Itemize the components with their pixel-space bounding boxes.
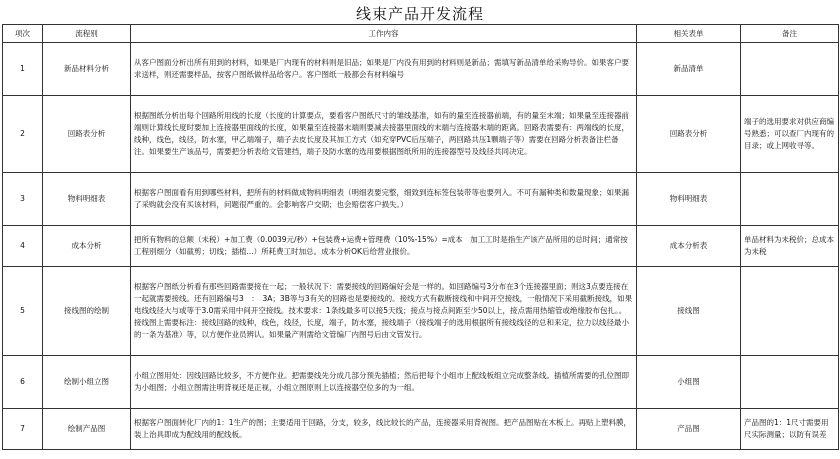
row-content: 小组立图用处：因线回路比较多，不方便作业。把需要线先分成几部分预先插植；然后把每个小组市上配线板组立完成整条线。插植所需要的孔位图即为小组图；小组立图需注明背视还是正视，小组立图原则上以连接器空位多的为一组。 bbox=[131, 356, 637, 409]
row-flow: 回路表分析 bbox=[43, 96, 131, 173]
table-row bbox=[3, 356, 839, 409]
row-form: 成本分析表 bbox=[637, 226, 741, 267]
table-row bbox=[3, 43, 839, 96]
row-content: 从客户图面分析出所有用到的材料，如果是厂内现有的材料则是旧品；如果是厂内没有用到的材料则是新品；需填写新品清单给采购导价。如果客户要求送样，则还需要样品，按客户图纸做样品给客户。客户图纸一般都会有材料编号 bbox=[131, 43, 637, 96]
row-flow: 绘制小组立图 bbox=[43, 356, 131, 409]
table-row bbox=[3, 409, 839, 450]
row-flow: 新品材料分析 bbox=[43, 43, 131, 96]
header-form: 相关表单 bbox=[637, 25, 741, 43]
row-flow: 绘制产品图 bbox=[43, 409, 131, 450]
row-note: 端子的选用要求对供应商编号熟悉；可以查厂内现有的目录；或上网收寻等。 bbox=[741, 96, 839, 173]
row-note: 产品图的1：1尺寸需要用尺实际测量；以防有误差 bbox=[741, 409, 839, 450]
row-note bbox=[741, 267, 839, 356]
table-row bbox=[3, 96, 839, 173]
row-form: 回路表分析 bbox=[637, 96, 741, 173]
row-form: 小组图 bbox=[637, 356, 741, 409]
process-table bbox=[2, 24, 839, 450]
header-item-no: 项次 bbox=[3, 25, 43, 43]
row-form: 新品清单 bbox=[637, 43, 741, 96]
table-row bbox=[3, 267, 839, 356]
row-no: 2 bbox=[3, 96, 43, 173]
table-row bbox=[3, 226, 839, 267]
header-content: 工作内容 bbox=[131, 25, 637, 43]
row-form: 接线图 bbox=[637, 267, 741, 356]
row-note: 单品材料为未税价；总成本为未税 bbox=[741, 226, 839, 267]
page-title: 线束产品开发流程 bbox=[355, 5, 484, 23]
row-content: 根据客户图纸分析看有那些回路需要接在一起；一般状况下：需要接线的回路编好会是一样的。如回路编号3分布在3个连接器里面；则这3点要连接在一起就需要接线。还有回路编号3 ： 3A；3B等与3有关的回路也是要接线的。接线方式有截断接线和中间开空接线，一般情况下采用截断接线，如果电线线径大与或等于3.0需采用中间开空接线。技术要求：1条线最多可以接5天线；接点与接点间距至少50以上，接点需用热缩管或绝缘胶布包扎。。接线图上需要标注：接线回路的线种，线色，线径，长度，端子，防水塞，接线端子（接线端子的选用根据所有接线线径的总和来定，拉力以线径最小的一条为基准）等，以方便作业员辨认。如果量产则需给文管编厂内图号后由文管发行。 bbox=[131, 267, 637, 356]
row-note bbox=[741, 173, 839, 226]
row-form: 物料明细表 bbox=[637, 173, 741, 226]
header-note: 备注 bbox=[741, 25, 839, 43]
row-no: 1 bbox=[3, 43, 43, 96]
row-no: 4 bbox=[3, 226, 43, 267]
row-no: 5 bbox=[3, 267, 43, 356]
row-note bbox=[741, 356, 839, 409]
row-content: 根据客户图面看有用到哪些材料，把所有的材料做成物料明细表（明细表要完整，细致到连标签包装带等也要列入。不可有漏种类和数量现象；如果漏了采购就会没有买该材料，问题很严重的。会影响客户交期；也会赔偿客户损失。） bbox=[131, 173, 637, 226]
row-content: 根据图纸分析出每个回路所用线的长度（长度的计算要点，要看客户图纸尺寸的雏线基准，如有的量至连接器前端，有的量至末端；如果量至连接器前端则计算线长度时要加上连接器里面线的长度，如果量至连接器末端则要减去接器里面线的末端与连接器末端的距离。回路表需要有：两端线的长度，线种，线色，线径，防水塞，甲乙端端子，端子去皮长度及其加工方式（如充穿PVC后压端子，两回路共压1颗端子等）需要在回路分析表备注栏备注。如果要生产该品号，需要把分析表给文管建挡，端子及防水塞的选用要根据图纸所用的连接器型号及线径共同决定。 bbox=[131, 96, 637, 173]
row-flow: 物料明细表 bbox=[43, 173, 131, 226]
row-no: 7 bbox=[3, 409, 43, 450]
row-content: 把所有物料的总额（未税）+加工费（0.0039元/秒）+包装费+运费+管理费（10%-15%）=成本 加工工时是指生产该产品所用的总时间；通常按工程别细分（如截剪；切线；插植...）所耗费工时加总。成本分析OK后给营业报价。 bbox=[131, 226, 637, 267]
row-content: 根据客户图面转化厂内的1：1生产的图；主要适用于回路，分支，较多，线比较长的产品，连接器采用背视图。把产品图贴在木板上。再贴上塑料膜，装上治具即成为配线用的配线板。 bbox=[131, 409, 637, 450]
row-no: 6 bbox=[3, 356, 43, 409]
table-header-row bbox=[3, 25, 839, 43]
row-flow: 成本分析 bbox=[43, 226, 131, 267]
table-row bbox=[3, 173, 839, 226]
header-flow: 流程别 bbox=[43, 25, 131, 43]
row-note bbox=[741, 43, 839, 96]
row-flow: 接线图的绘制 bbox=[43, 267, 131, 356]
row-no: 3 bbox=[3, 173, 43, 226]
row-form: 产品图 bbox=[637, 409, 741, 450]
